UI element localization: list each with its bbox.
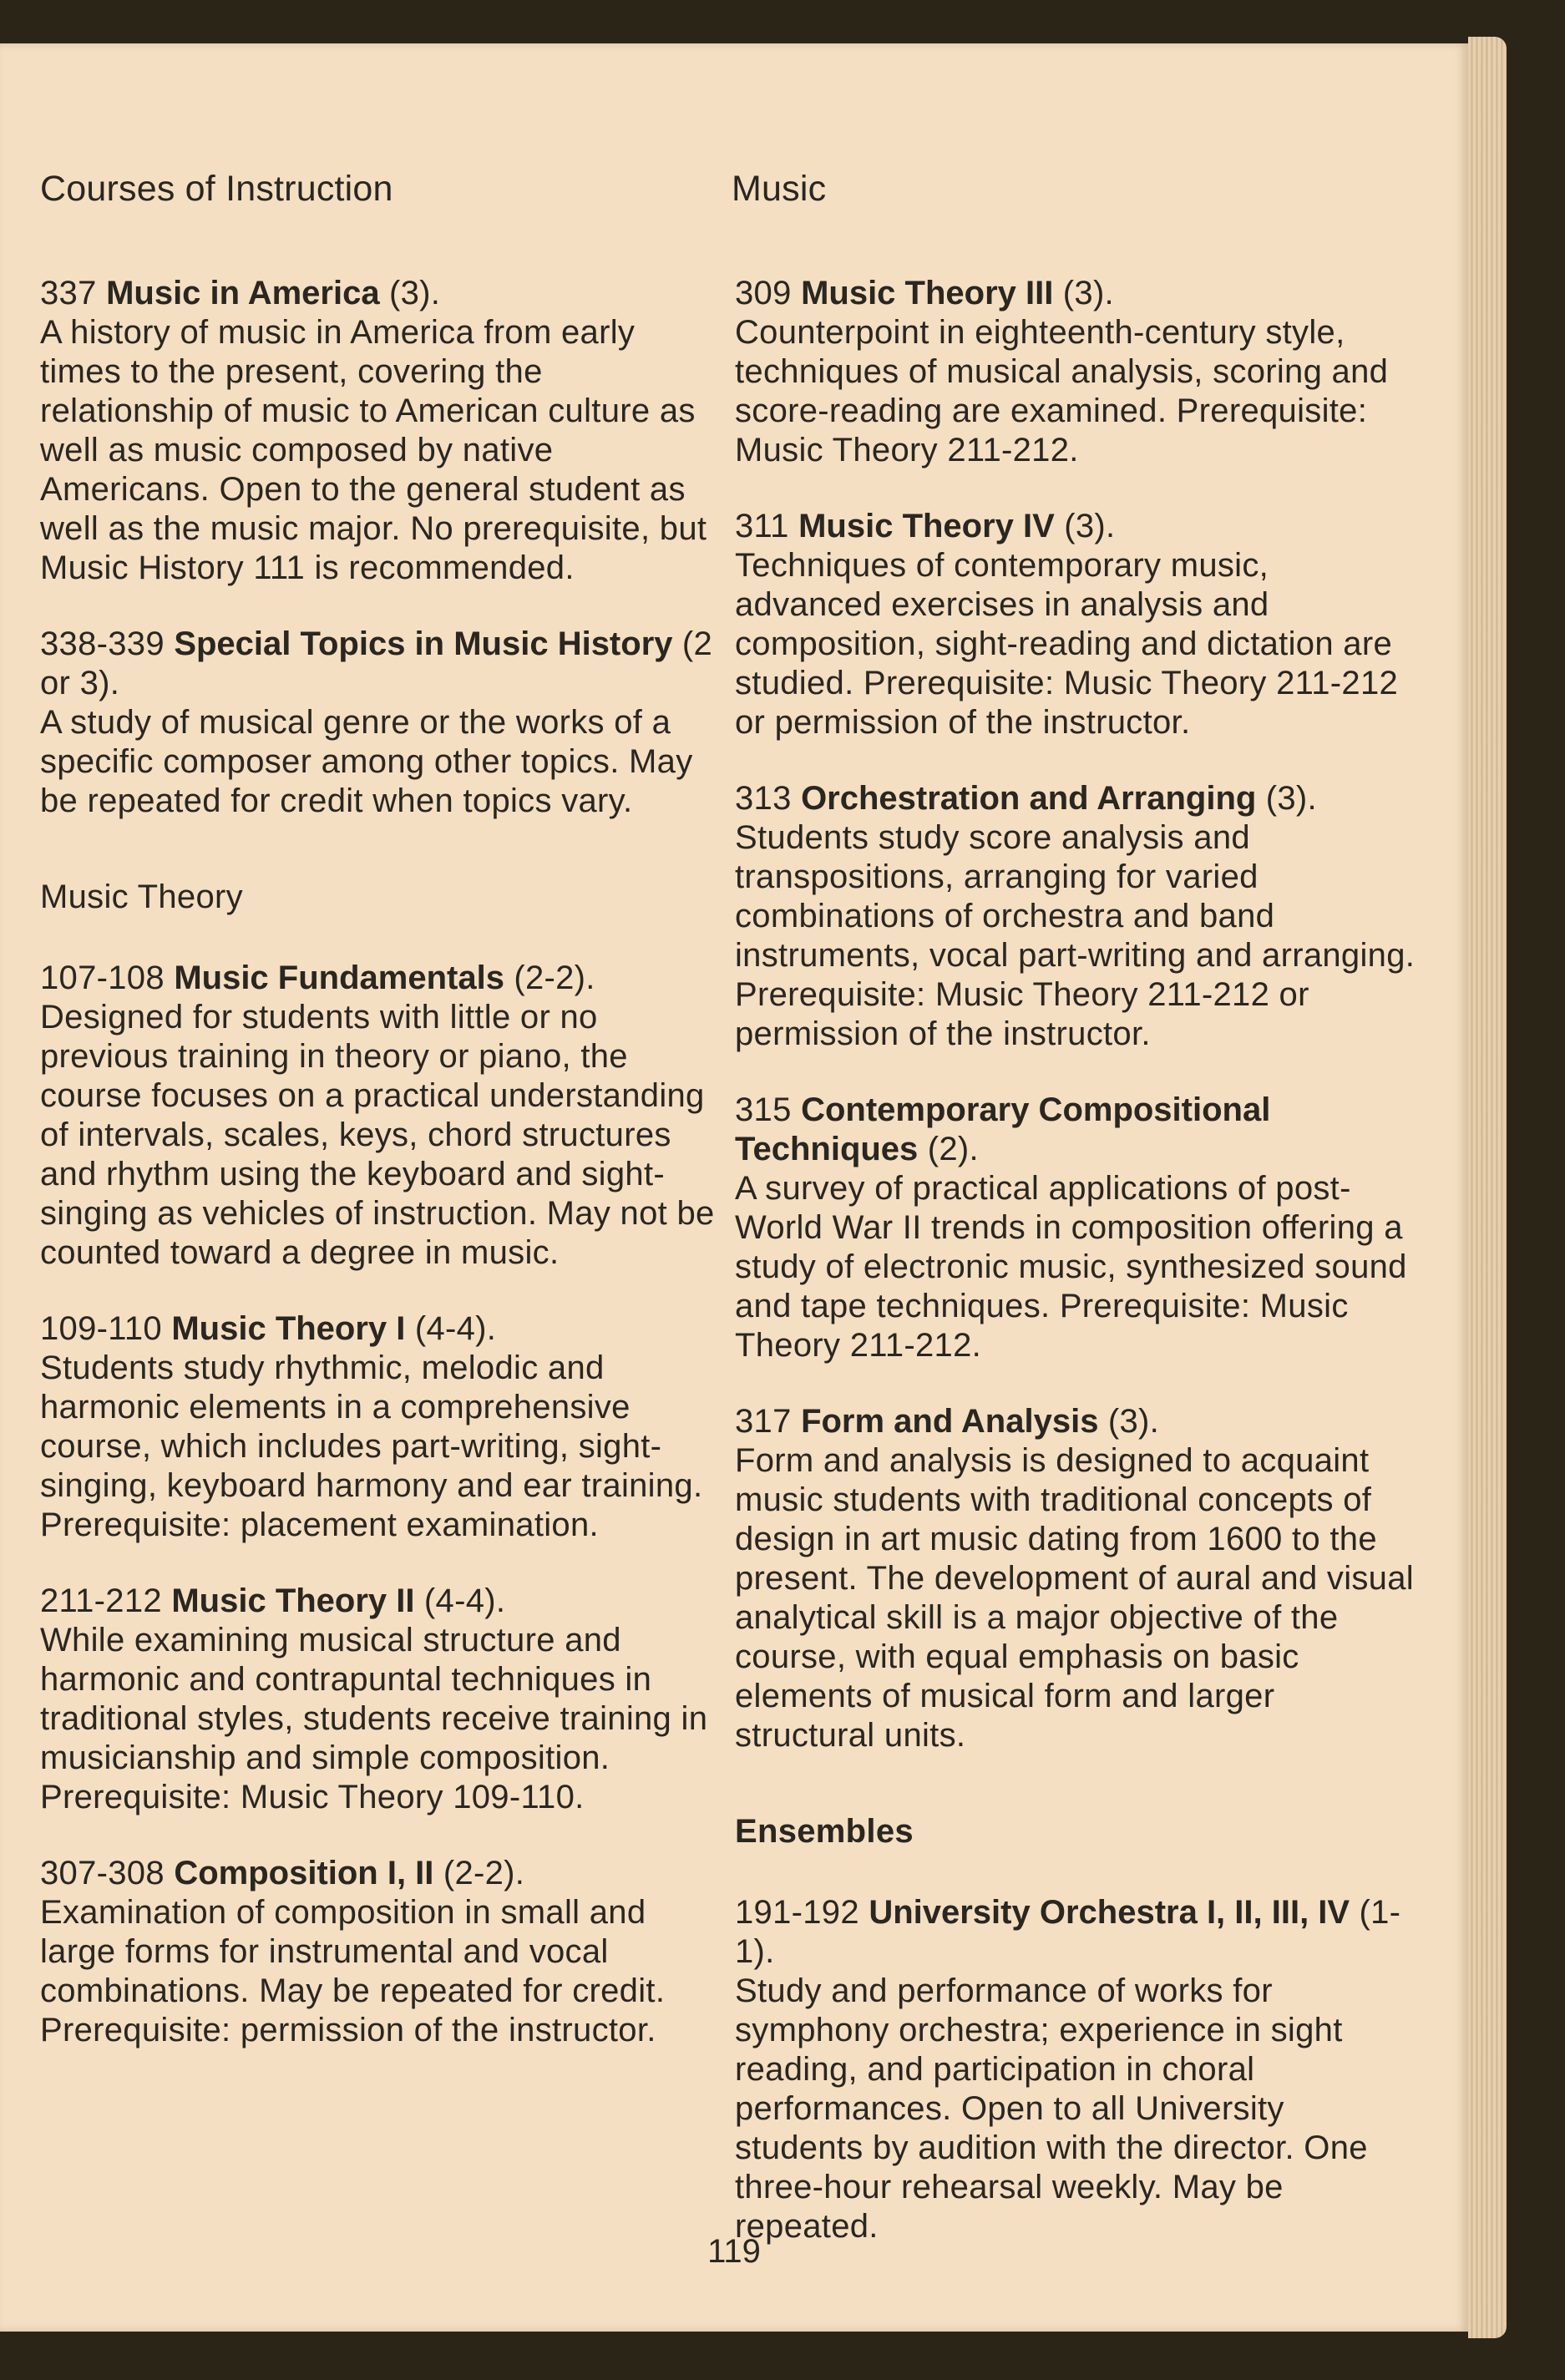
course-heading	[40, 1854, 725, 1893]
course-description: Counterpoint in eighteenth-century style, techniques of musical analysis, scoring and score-reading are examined. Prerequisite: Music Theory 211-212.	[735, 314, 1389, 468]
running-header-left: Courses of Instruction	[40, 169, 393, 209]
course-heading	[40, 1582, 725, 1621]
course-credits: (3).	[1053, 275, 1114, 311]
course-credits: (3).	[1054, 508, 1116, 544]
course-number: 107-108	[40, 960, 175, 996]
course-number: 315	[735, 1091, 802, 1128]
course-credits: (1-1).	[735, 1894, 1401, 1970]
course-title: Music Theory I	[171, 1310, 406, 1347]
course-description: Form and analysis is designed to acquaint music students with traditional concepts of design in art music dating from 1600 to the present. The development of aural and visual analytical skill is a major objective of the course, with equal emphasis on basic elements of musical form and larger structural units.	[735, 1442, 1414, 1754]
course-number: 337	[40, 275, 107, 311]
course-entry-211-212	[40, 1582, 725, 1817]
course-title: Music in America	[106, 275, 380, 311]
course-title: Music Theory II	[171, 1582, 415, 1619]
course-entry-317	[735, 1402, 1420, 1755]
course-title: Special Topics in Music History	[174, 625, 673, 662]
course-heading	[40, 274, 725, 313]
course-entry-311	[735, 507, 1420, 742]
course-credits: (3).	[379, 275, 441, 311]
course-entry-309	[735, 274, 1420, 470]
course-title: Orchestration and Arranging	[801, 780, 1257, 817]
course-credits: (2-2).	[504, 960, 595, 996]
course-number: 109-110	[40, 1310, 172, 1347]
course-number: 191-192	[735, 1894, 869, 1931]
course-number: 211-212	[40, 1582, 172, 1619]
course-entry-338-339	[40, 625, 725, 821]
course-entry-109-110	[40, 1309, 725, 1545]
course-credits: (4-4).	[405, 1310, 497, 1347]
course-number: 307-308	[40, 1855, 175, 1891]
course-credits: (2-2).	[433, 1855, 525, 1891]
course-number: 317	[735, 1403, 802, 1440]
course-entry-337	[40, 274, 725, 588]
course-entry-313	[735, 779, 1420, 1054]
course-heading	[735, 1402, 1420, 1441]
course-heading	[735, 1893, 1420, 1972]
course-credits: (2 or 3).	[40, 625, 713, 701]
course-description: A study of musical genre or the works of a specific composer among other topics. May be repeated for credit when topics vary.	[40, 704, 693, 819]
course-description: A survey of practical applications of post-World War II trends in composition offering a study of electronic music, synthesized sound and tape techniques. Prerequisite: Music Theory 211-212.	[735, 1170, 1407, 1364]
course-description: Designed for students with little or no previous training in theory or piano, the course focuses on a practical understanding of intervals, scales, keys, chord structures and rhythm using the keyboard and sight-singing as vehicles of instruction. May not be counted toward a degree in music.	[40, 999, 715, 1271]
course-title: University Orchestra I, II, III, IV	[869, 1894, 1350, 1931]
running-header-right: Music	[732, 169, 827, 209]
course-number: 313	[735, 780, 802, 817]
course-number: 311	[735, 508, 799, 544]
course-number: 309	[735, 275, 802, 311]
course-heading	[40, 959, 725, 998]
course-heading	[735, 274, 1420, 313]
course-heading	[735, 507, 1420, 546]
course-title: Form and Analysis	[801, 1403, 1099, 1440]
course-title: Music Theory III	[801, 275, 1054, 311]
course-credits: (3).	[1098, 1403, 1160, 1440]
course-description: Study and performance of works for symphony orchestra; experience in sight reading, and participation in choral performances. Open to all University students by audition with the director. One three-hour rehearsal weekly. May be repeated.	[735, 1972, 1368, 2245]
course-heading	[735, 1091, 1420, 1169]
course-credits: (4-4).	[414, 1582, 506, 1619]
course-description: While examining musical structure and harmonic and contrapuntal techniques in traditional styles, students receive training in musicianship and simple composition. Prerequisite: Music Theory 109-110.	[40, 1622, 708, 1815]
right-column	[735, 274, 1420, 2283]
course-description: Students study score analysis and transpositions, arranging for varied combinations of orchestra and band instruments, vocal part-writing and arranging. Prerequisite: Music Theory 211-212 or permission of the instructor.	[735, 819, 1416, 1052]
course-credits: (2).	[918, 1131, 979, 1167]
course-entry-107-108	[40, 959, 725, 1273]
course-heading	[40, 1309, 725, 1349]
course-number: 338-339	[40, 625, 175, 662]
course-description: Techniques of contemporary music, advanced exercises in analysis and composition, sight-reading and dictation are studied. Prerequisite: Music Theory 211-212 or permission of the instructor.	[735, 547, 1399, 741]
left-column	[40, 274, 725, 2087]
course-description: A history of music in America from early times to the present, covering the relationship of music to American culture as well as music composed by native Americans. Open to the general student as well as the music major. No prerequisite, but Music History 111 is recommended.	[40, 314, 707, 586]
course-title: Music Fundamentals	[174, 960, 504, 996]
course-entry-307-308	[40, 1854, 725, 2050]
course-credits: (3).	[1256, 780, 1317, 817]
page-edge	[1468, 37, 1507, 2338]
section-heading-music-theory: Music Theory	[40, 879, 243, 915]
course-description: Students study rhythmic, melodic and harmonic elements in a comprehensive course, which includes part-writing, sight-singing, keyboard harmony and ear training. Prerequisite: placement examination.	[40, 1350, 703, 1543]
course-entry-315	[735, 1091, 1420, 1365]
course-title: Music Theory IV	[798, 508, 1055, 544]
section-heading-ensembles: Ensembles	[735, 1813, 914, 1850]
course-entry-191-192	[735, 1893, 1420, 2246]
course-heading	[40, 625, 725, 703]
course-title: Contemporary Compositional Techniques	[735, 1091, 1271, 1167]
page-number: 119	[707, 2233, 761, 2270]
course-heading	[735, 779, 1420, 818]
course-title: Composition I, II	[174, 1855, 434, 1891]
course-description: Examination of composition in small and large forms for instrumental and vocal combinations. May be repeated for credit. Prerequisite: permission of the instructor.	[40, 1894, 666, 2048]
